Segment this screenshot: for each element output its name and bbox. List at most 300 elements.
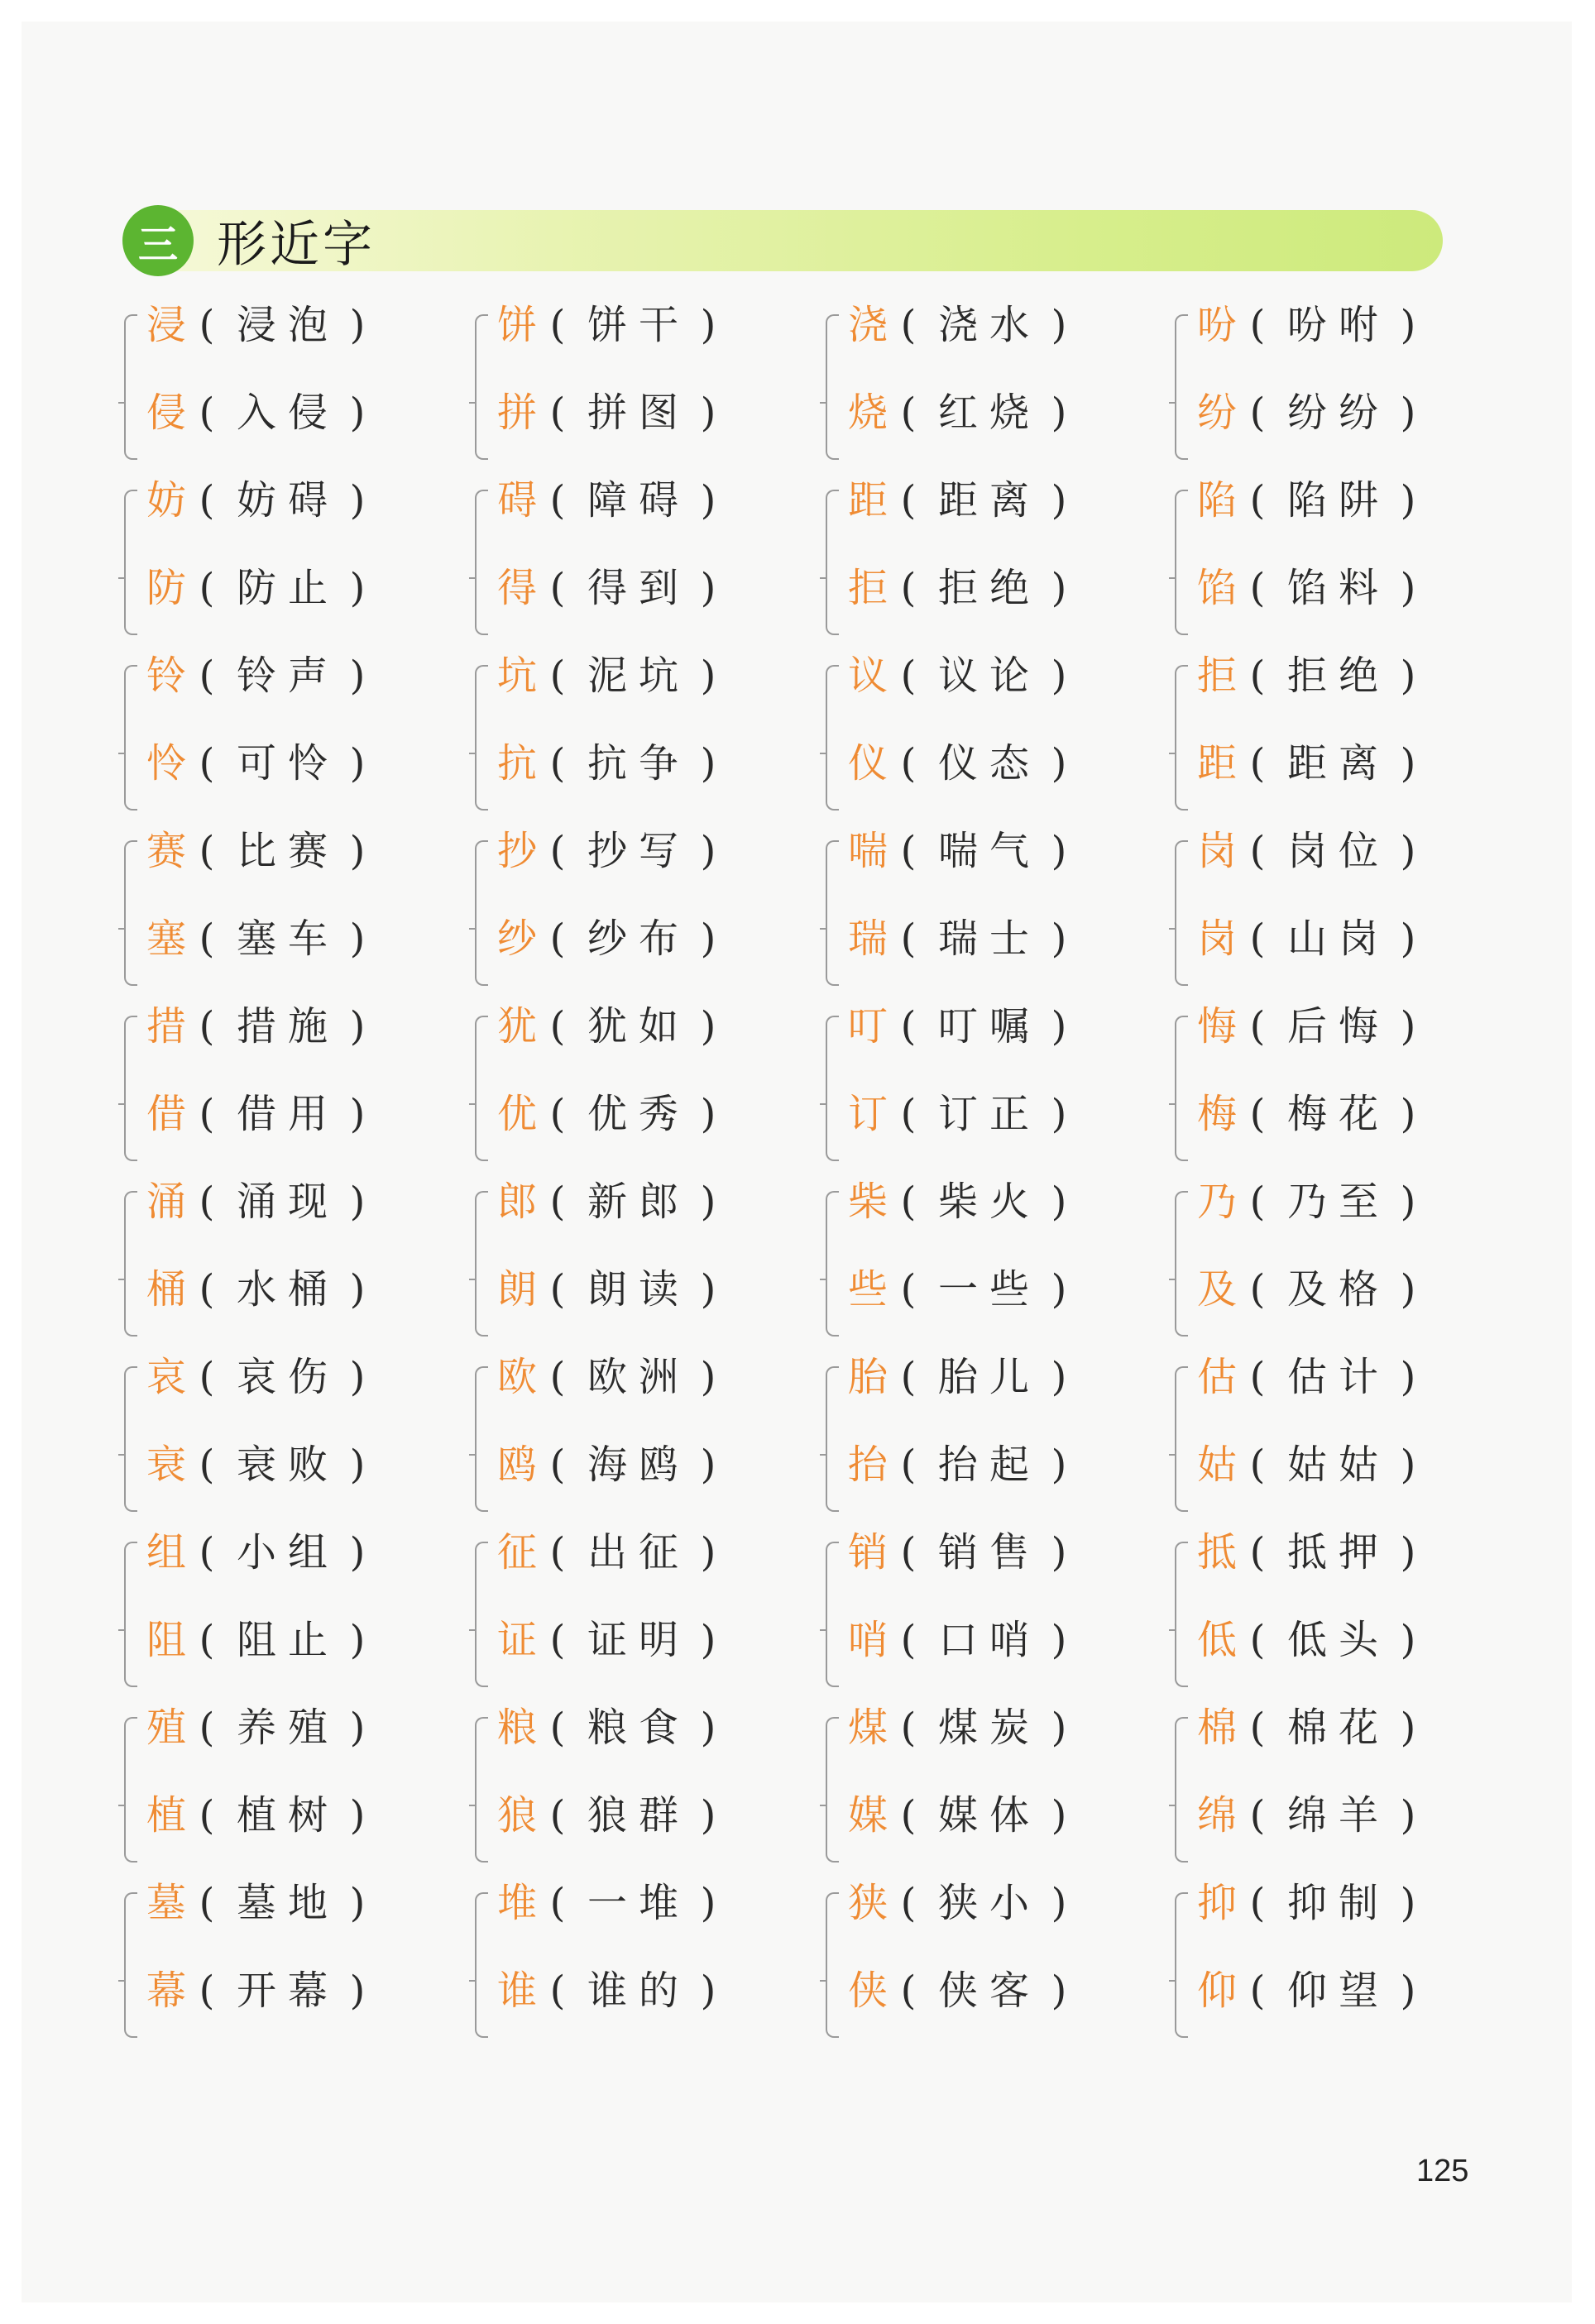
brace-bracket: [124, 665, 137, 811]
open-paren: (: [199, 1880, 215, 1926]
char-entry: [1193, 736, 1425, 791]
target-character: 证: [496, 1617, 537, 1663]
char-pair-group: [1175, 1700, 1522, 1876]
brace-bracket: [1175, 840, 1188, 986]
example-word: 估计: [1286, 1354, 1390, 1400]
char-pair-group: [124, 1350, 472, 1525]
target-character: 谁: [496, 1968, 537, 2014]
open-paren: (: [900, 1266, 917, 1313]
open-paren: (: [199, 653, 215, 699]
open-paren: (: [549, 1354, 566, 1400]
char-entry: [1193, 824, 1425, 878]
example-word: 媒体: [937, 1792, 1041, 1839]
target-character: 订: [847, 1091, 888, 1137]
open-paren: (: [199, 1442, 215, 1488]
target-character: 馅: [1196, 565, 1237, 611]
open-paren: (: [549, 1003, 566, 1050]
close-paren: ): [1400, 1442, 1416, 1488]
open-paren: (: [1249, 1968, 1266, 2014]
char-entry: [1193, 1087, 1425, 1141]
char-pair-group: [475, 1700, 822, 1876]
target-character: 侵: [146, 390, 186, 436]
example-word: 后悔: [1286, 1003, 1390, 1050]
target-character: 抬: [847, 1442, 888, 1488]
char-entry: [493, 736, 725, 791]
close-paren: ): [1051, 1442, 1067, 1488]
brace-tip: [820, 1279, 827, 1280]
brace-bracket: [124, 1892, 137, 2038]
open-paren: (: [199, 1354, 215, 1400]
close-paren: ): [1051, 828, 1067, 874]
example-word: 柴火: [937, 1179, 1041, 1225]
example-word: 出征: [587, 1529, 690, 1576]
open-paren: (: [199, 1003, 215, 1050]
example-word: 红烧: [937, 390, 1041, 436]
target-character: 销: [847, 1529, 888, 1576]
char-entry: [142, 1788, 374, 1843]
open-paren: (: [549, 1880, 566, 1926]
brace-bracket: [826, 1892, 839, 2038]
target-character: 征: [496, 1529, 537, 1576]
close-paren: ): [1400, 565, 1416, 611]
char-entry: [1193, 1788, 1425, 1843]
open-paren: (: [549, 1617, 566, 1663]
open-paren: (: [199, 1617, 215, 1663]
open-paren: (: [199, 740, 215, 787]
open-paren: (: [1249, 565, 1266, 611]
close-paren: ): [1400, 1266, 1416, 1313]
char-entry: [844, 1613, 1075, 1667]
example-word: 防止: [236, 565, 339, 611]
brace-tip: [118, 1629, 126, 1631]
char-pair-group: [1175, 999, 1522, 1174]
brace-bracket: [826, 665, 839, 811]
example-word: 仰望: [1286, 1968, 1390, 2014]
open-paren: (: [900, 302, 917, 348]
char-entry: [1193, 1350, 1425, 1404]
char-entry: [142, 648, 374, 703]
target-character: 防: [146, 565, 186, 611]
char-pair-group: [826, 1525, 1173, 1700]
char-entry: [844, 648, 1075, 703]
target-character: 哀: [146, 1354, 186, 1400]
example-word: 瑞士: [937, 916, 1041, 962]
example-word: 优秀: [587, 1091, 690, 1137]
char-pair-group: [1175, 824, 1522, 999]
close-paren: ): [1051, 1792, 1067, 1839]
char-entry: [844, 824, 1075, 878]
brace-bracket: [475, 840, 488, 986]
close-paren: ): [1051, 390, 1067, 436]
example-word: 胎儿: [937, 1354, 1041, 1400]
target-character: 阻: [146, 1617, 186, 1663]
char-entry: [493, 385, 725, 440]
target-character: 媒: [847, 1792, 888, 1839]
example-word: 馅料: [1286, 565, 1390, 611]
char-entry: [142, 1963, 374, 2018]
char-pair-group: [826, 1174, 1173, 1350]
char-entry: [844, 1350, 1075, 1404]
char-pair-group: [826, 648, 1173, 824]
open-paren: (: [900, 1792, 917, 1839]
close-paren: ): [1400, 653, 1416, 699]
example-word: 借用: [236, 1091, 339, 1137]
brace-tip: [820, 1980, 827, 1982]
target-character: 估: [1196, 1354, 1237, 1400]
page-number: 125: [1416, 2154, 1469, 2188]
open-paren: (: [900, 1442, 917, 1488]
char-pair-group: [124, 1700, 472, 1876]
char-entry: [142, 824, 374, 878]
target-character: 坑: [496, 653, 537, 699]
target-character: 仰: [1196, 1968, 1237, 2014]
close-paren: ): [1400, 390, 1416, 436]
close-paren: ): [349, 477, 366, 524]
close-paren: ): [1051, 565, 1067, 611]
open-paren: (: [900, 1091, 917, 1137]
example-word: 浇水: [937, 302, 1041, 348]
target-character: 些: [847, 1266, 888, 1313]
section-header: [122, 205, 1443, 276]
open-paren: (: [199, 916, 215, 962]
brace-bracket: [1175, 1717, 1188, 1863]
open-paren: (: [1249, 916, 1266, 962]
brace-tip: [1169, 402, 1176, 404]
char-entry: [1193, 648, 1425, 703]
char-entry: [1193, 1262, 1425, 1317]
example-word: 哀伤: [236, 1354, 339, 1400]
target-character: 铃: [146, 653, 186, 699]
open-paren: (: [549, 828, 566, 874]
target-character: 拒: [1196, 653, 1237, 699]
brace-bracket: [475, 1542, 488, 1687]
target-character: 碍: [496, 477, 537, 524]
example-word: 粮食: [587, 1705, 690, 1751]
target-character: 塞: [146, 916, 186, 962]
target-character: 衰: [146, 1442, 186, 1488]
char-entry: [844, 1262, 1075, 1317]
example-word: 喘气: [937, 828, 1041, 874]
close-paren: ): [1051, 1880, 1067, 1926]
open-paren: (: [1249, 1617, 1266, 1663]
target-character: 浸: [146, 302, 186, 348]
char-entry: [844, 1963, 1075, 2018]
close-paren: ): [349, 1003, 366, 1050]
brace-bracket: [1175, 1366, 1188, 1512]
brace-bracket: [475, 1892, 488, 2038]
char-pair-group: [124, 999, 472, 1174]
close-paren: ): [1051, 1179, 1067, 1225]
example-word: 议论: [937, 653, 1041, 699]
example-word: 养殖: [236, 1705, 339, 1751]
example-word: 可怜: [236, 740, 339, 787]
example-word: 障碍: [587, 477, 690, 524]
example-word: 订正: [937, 1091, 1041, 1137]
section-number-badge: 三: [122, 205, 194, 276]
char-entry: [1193, 473, 1425, 528]
example-word: 陷阱: [1286, 477, 1390, 524]
target-character: 陷: [1196, 477, 1237, 524]
char-entry: [1193, 1876, 1425, 1930]
brace-tip: [469, 928, 477, 930]
close-paren: ): [349, 1617, 366, 1663]
example-word: 谁的: [587, 1968, 690, 2014]
target-character: 欧: [496, 1354, 537, 1400]
close-paren: ): [1051, 1354, 1067, 1400]
char-entry: [142, 1174, 374, 1229]
brace-tip: [118, 1980, 126, 1982]
close-paren: ): [700, 302, 716, 348]
char-entry: [493, 999, 725, 1054]
close-paren: ): [700, 1968, 716, 2014]
char-entry: [142, 1700, 374, 1755]
brace-bracket: [1175, 665, 1188, 811]
target-character: 抄: [496, 828, 537, 874]
target-character: 饼: [496, 302, 537, 348]
example-word: 抑制: [1286, 1880, 1390, 1926]
target-character: 涌: [146, 1179, 186, 1225]
brace-bracket: [124, 1016, 137, 1161]
open-paren: (: [549, 1179, 566, 1225]
target-character: 乃: [1196, 1179, 1237, 1225]
open-paren: (: [1249, 1354, 1266, 1400]
open-paren: (: [900, 653, 917, 699]
open-paren: (: [1249, 1179, 1266, 1225]
open-paren: (: [199, 1091, 215, 1137]
char-pair-group: [826, 298, 1173, 473]
close-paren: ): [1400, 1968, 1416, 2014]
close-paren: ): [1400, 1617, 1416, 1663]
example-word: 涌现: [236, 1179, 339, 1225]
close-paren: ): [700, 828, 716, 874]
char-pair-group: [1175, 1174, 1522, 1350]
target-character: 借: [146, 1091, 186, 1137]
char-pair-group: [1175, 473, 1522, 648]
char-pair-group: [475, 1876, 822, 2051]
target-character: 措: [146, 1003, 186, 1050]
open-paren: (: [549, 916, 566, 962]
open-paren: (: [1249, 1792, 1266, 1839]
close-paren: ): [700, 390, 716, 436]
char-pair-group: [826, 473, 1173, 648]
close-paren: ): [700, 477, 716, 524]
close-paren: ): [700, 565, 716, 611]
example-word: 措施: [236, 1003, 339, 1050]
close-paren: ): [700, 1091, 716, 1137]
target-character: 朗: [496, 1266, 537, 1313]
target-character: 幕: [146, 1968, 186, 2014]
open-paren: (: [900, 565, 917, 611]
close-paren: ): [1051, 477, 1067, 524]
close-paren: ): [1400, 1705, 1416, 1751]
open-paren: (: [549, 1442, 566, 1488]
char-entry: [844, 1876, 1075, 1930]
target-character: 岗: [1196, 916, 1237, 962]
close-paren: ): [349, 390, 366, 436]
brace-bracket: [1175, 1191, 1188, 1337]
brace-bracket: [826, 1717, 839, 1863]
open-paren: (: [549, 740, 566, 787]
open-paren: (: [199, 302, 215, 348]
brace-bracket: [475, 665, 488, 811]
brace-bracket: [124, 1717, 137, 1863]
example-word: 吩咐: [1286, 302, 1390, 348]
brace-tip: [118, 1103, 126, 1105]
target-character: 姑: [1196, 1442, 1237, 1488]
char-entry: [844, 1788, 1075, 1843]
char-entry: [142, 1087, 374, 1141]
close-paren: ): [1051, 916, 1067, 962]
target-character: 墓: [146, 1880, 186, 1926]
brace-tip: [1169, 1454, 1176, 1456]
target-character: 哨: [847, 1617, 888, 1663]
close-paren: ): [1400, 916, 1416, 962]
open-paren: (: [900, 1003, 917, 1050]
open-paren: (: [549, 1266, 566, 1313]
close-paren: ): [349, 653, 366, 699]
open-paren: (: [199, 390, 215, 436]
example-word: 泥坑: [587, 653, 690, 699]
example-word: 棉花: [1286, 1705, 1390, 1751]
target-character: 郎: [496, 1179, 537, 1225]
example-word: 拼图: [587, 390, 690, 436]
example-word: 侠客: [937, 1968, 1041, 2014]
char-entry: [844, 736, 1075, 791]
target-character: 抗: [496, 740, 537, 787]
char-pair-group: [475, 648, 822, 824]
target-character: 殖: [146, 1705, 186, 1751]
example-word: 仪态: [937, 740, 1041, 787]
example-word: 姑姑: [1286, 1442, 1390, 1488]
char-entry: [142, 473, 374, 528]
brace-tip: [118, 402, 126, 404]
close-paren: ): [1051, 1705, 1067, 1751]
brace-bracket: [826, 840, 839, 986]
brace-bracket: [124, 490, 137, 635]
open-paren: (: [900, 1880, 917, 1926]
example-word: 海鸥: [587, 1442, 690, 1488]
brace-bracket: [826, 1366, 839, 1512]
char-entry: [1193, 999, 1425, 1054]
open-paren: (: [549, 1529, 566, 1576]
char-entry: [844, 473, 1075, 528]
close-paren: ): [349, 740, 366, 787]
char-pair-group: [1175, 298, 1522, 473]
char-pair-group: [826, 1876, 1173, 2051]
char-pair-group: [826, 1700, 1173, 1876]
open-paren: (: [1249, 828, 1266, 874]
example-word: 得到: [587, 565, 690, 611]
char-pair-group: [124, 1174, 472, 1350]
open-paren: (: [1249, 1529, 1266, 1576]
close-paren: ): [700, 1179, 716, 1225]
brace-tip: [820, 1805, 827, 1806]
target-character: 柴: [847, 1179, 888, 1225]
example-word: 饼干: [587, 302, 690, 348]
close-paren: ): [1051, 1003, 1067, 1050]
brace-tip: [469, 577, 477, 579]
close-paren: ): [700, 1442, 716, 1488]
char-pair-group: [124, 1525, 472, 1700]
char-entry: [493, 1876, 725, 1930]
example-word: 衰败: [236, 1442, 339, 1488]
brace-bracket: [1175, 314, 1188, 460]
open-paren: (: [199, 828, 215, 874]
close-paren: ): [700, 1354, 716, 1400]
close-paren: ): [1051, 1529, 1067, 1576]
char-entry: [142, 1350, 374, 1404]
brace-tip: [118, 1805, 126, 1806]
brace-bracket: [1175, 490, 1188, 635]
brace-tip: [469, 1279, 477, 1280]
char-entry: [844, 1437, 1075, 1492]
target-character: 妨: [146, 477, 186, 524]
char-entry: [844, 999, 1075, 1054]
brace-tip: [469, 1980, 477, 1982]
close-paren: ): [349, 1529, 366, 1576]
close-paren: ): [349, 565, 366, 611]
char-entry: [142, 911, 374, 966]
example-word: 低头: [1286, 1617, 1390, 1663]
brace-bracket: [826, 1016, 839, 1161]
open-paren: (: [549, 1091, 566, 1137]
close-paren: ): [1400, 740, 1416, 787]
target-character: 煤: [847, 1705, 888, 1751]
brace-bracket: [124, 1542, 137, 1687]
open-paren: (: [199, 1705, 215, 1751]
example-word: 山岗: [1286, 916, 1390, 962]
brace-bracket: [475, 490, 488, 635]
example-word: 狭小: [937, 1880, 1041, 1926]
char-entry: [493, 1700, 725, 1755]
char-pair-group: [475, 1350, 822, 1525]
char-entry: [493, 1788, 725, 1843]
open-paren: (: [549, 653, 566, 699]
char-entry: [142, 1876, 374, 1930]
close-paren: ): [349, 1442, 366, 1488]
open-paren: (: [549, 390, 566, 436]
char-entry: [844, 561, 1075, 615]
brace-bracket: [124, 1366, 137, 1512]
target-character: 绵: [1196, 1792, 1237, 1839]
brace-bracket: [475, 1016, 488, 1161]
close-paren: ): [349, 1266, 366, 1313]
char-entry: [1193, 1174, 1425, 1229]
brace-tip: [820, 753, 827, 754]
open-paren: (: [549, 1705, 566, 1751]
close-paren: ): [1400, 1354, 1416, 1400]
brace-bracket: [475, 314, 488, 460]
char-entry: [142, 1525, 374, 1580]
open-paren: (: [199, 477, 215, 524]
close-paren: ): [1400, 1529, 1416, 1576]
char-entry: [493, 911, 725, 966]
char-pair-group: [124, 648, 472, 824]
open-paren: (: [199, 1266, 215, 1313]
char-entry: [1193, 1613, 1425, 1667]
example-word: 抄写: [587, 828, 690, 874]
brace-tip: [469, 753, 477, 754]
open-paren: (: [1249, 1266, 1266, 1313]
close-paren: ): [349, 916, 366, 962]
brace-bracket: [826, 1191, 839, 1337]
target-character: 得: [496, 565, 537, 611]
char-entry: [142, 298, 374, 352]
char-entry: [142, 736, 374, 791]
char-entry: [844, 385, 1075, 440]
close-paren: ): [349, 1880, 366, 1926]
char-pair-group: [1175, 1525, 1522, 1700]
